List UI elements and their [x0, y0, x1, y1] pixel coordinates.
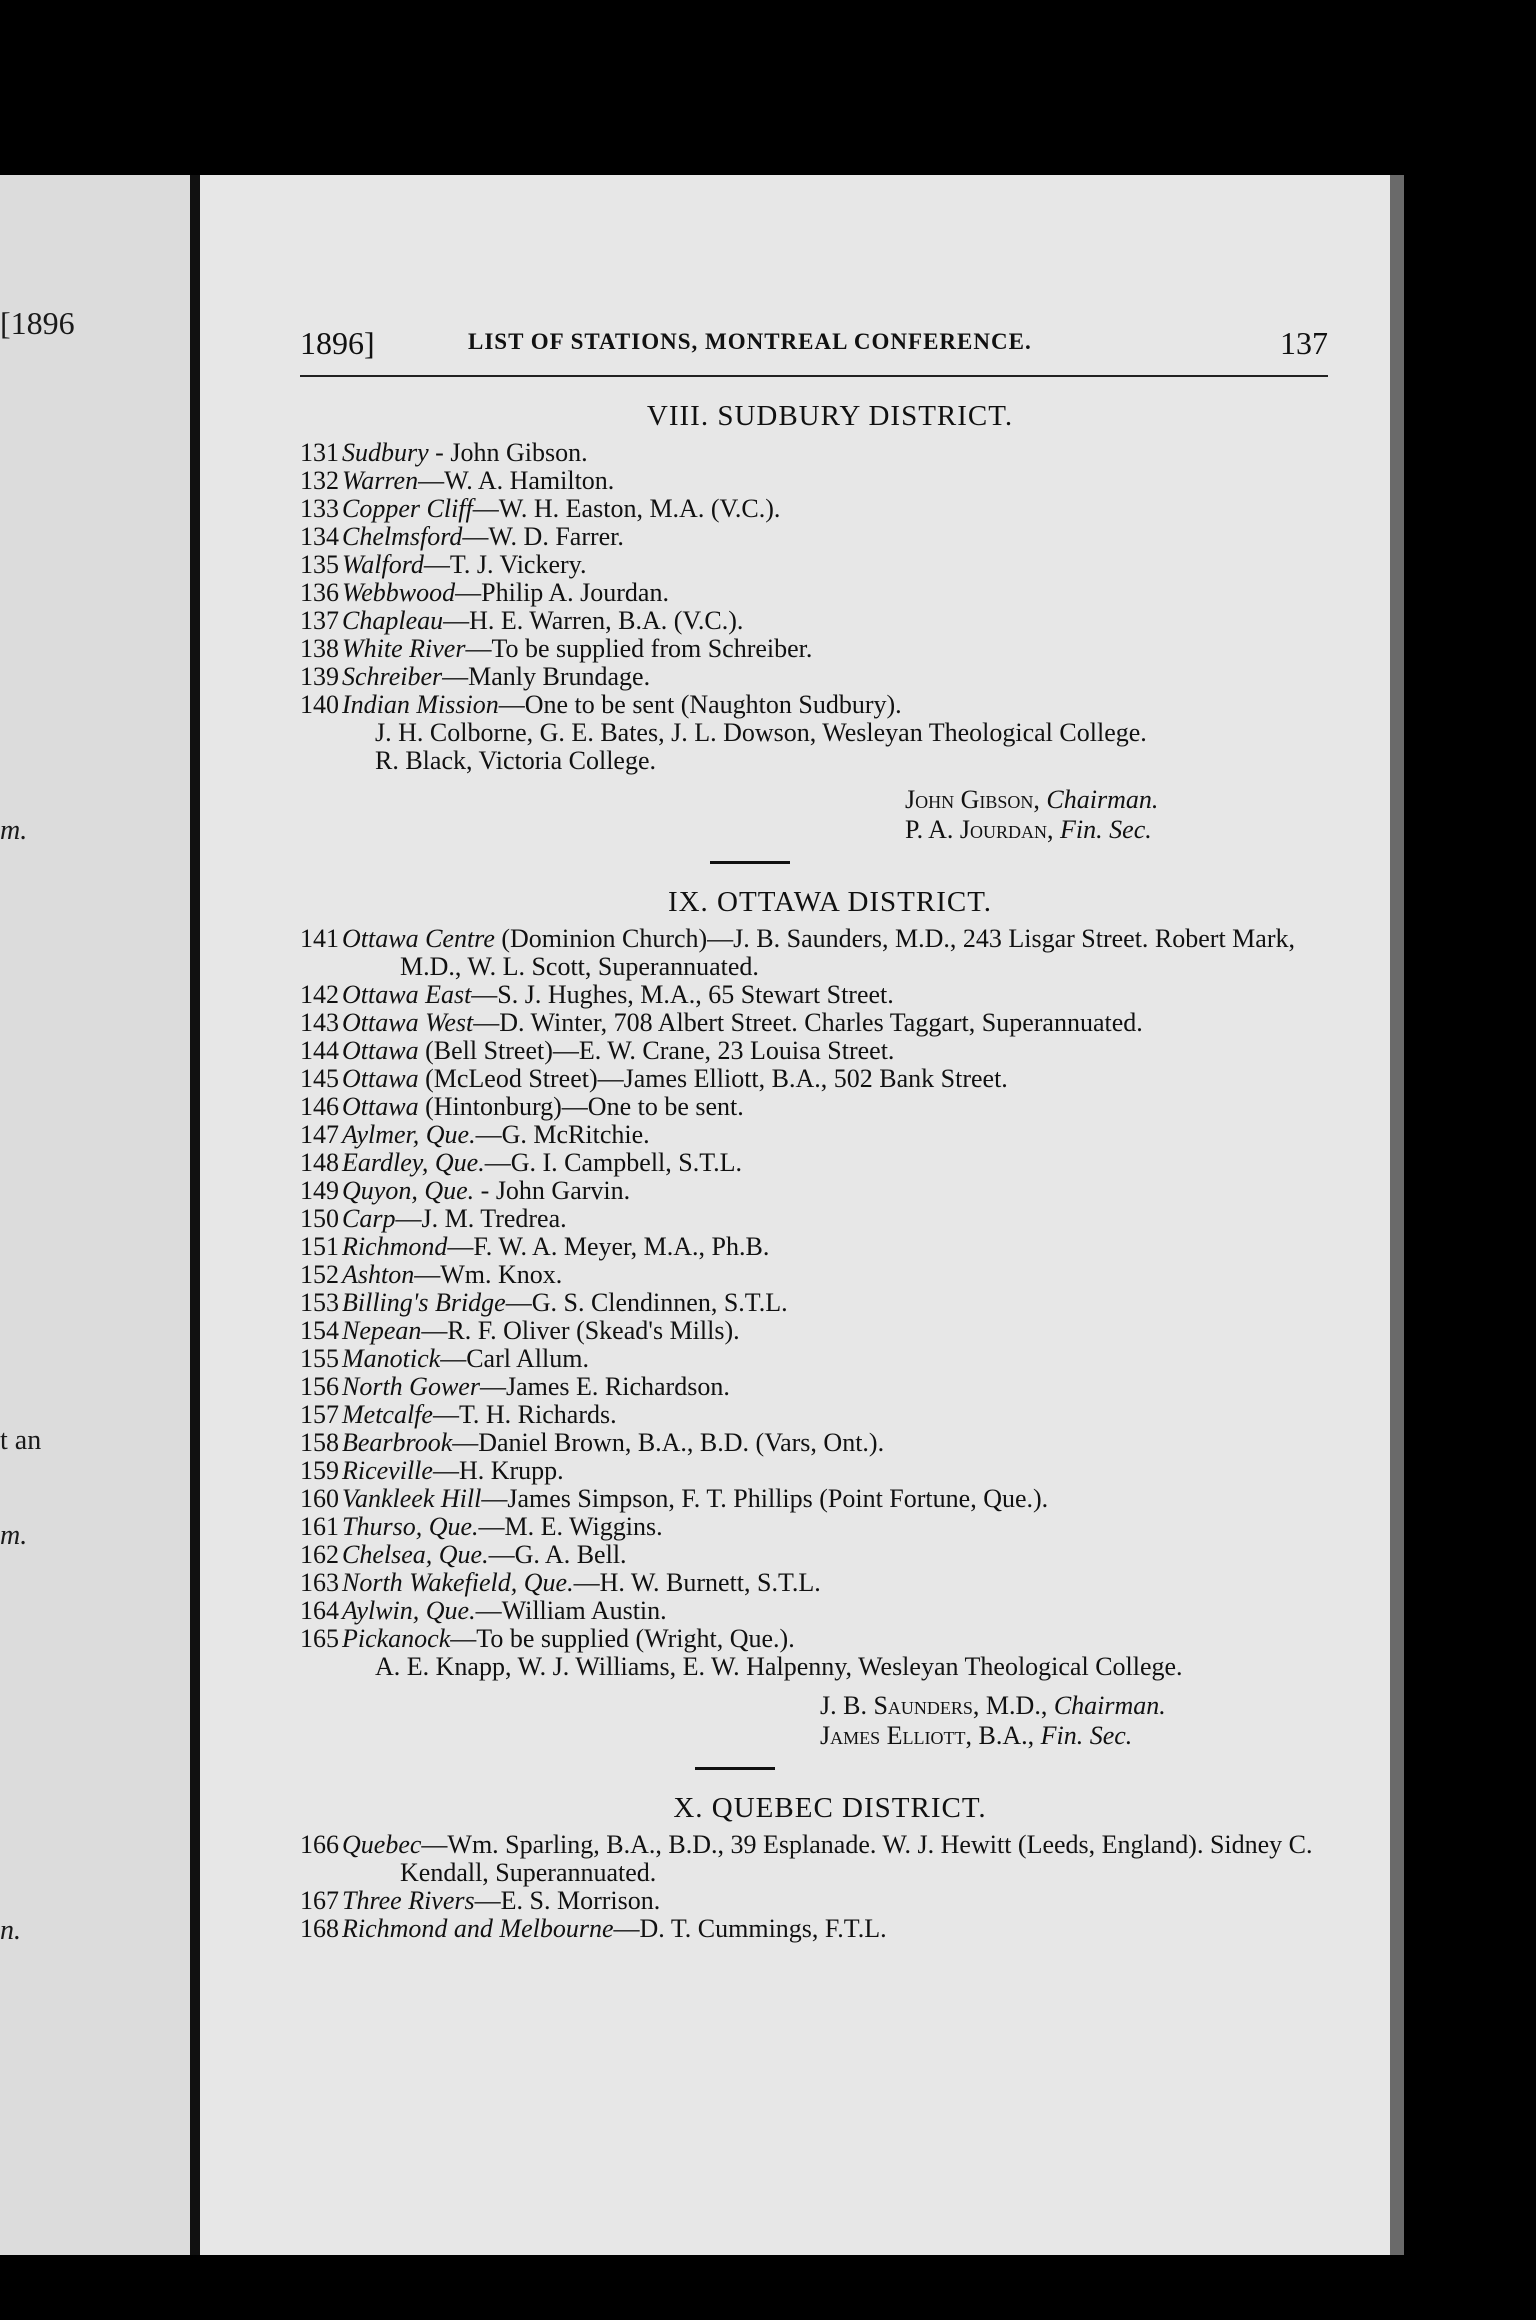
- station-number: 152: [300, 1260, 339, 1289]
- station-appointment: J. M. Tredrea.: [421, 1204, 567, 1233]
- district-heading: X. QUEBEC DISTRICT.: [673, 1792, 987, 1824]
- station-number: 163: [300, 1568, 339, 1597]
- station-separator: —: [488, 1540, 515, 1569]
- station-place: Warren: [342, 466, 419, 495]
- signature-role: Fin. Sec.: [1060, 815, 1152, 844]
- station-entry: [300, 1065, 1320, 1093]
- station-separator: —: [474, 1886, 501, 1915]
- signature-role: Fin. Sec.: [1040, 1721, 1133, 1750]
- station-entry: [300, 925, 1320, 981]
- station-appointment: G. McRitchie.: [501, 1120, 650, 1149]
- station-number: 155: [300, 1344, 339, 1373]
- district-section: [200, 400, 1390, 864]
- station-separator: —: [421, 1316, 448, 1345]
- station-appointment: William Austin.: [501, 1596, 667, 1625]
- station-number: 157: [300, 1400, 339, 1429]
- station-number: 139: [300, 662, 339, 691]
- signature-block: [820, 1691, 1390, 1751]
- station-place: Ottawa Centre: [342, 924, 495, 953]
- station-place: Aylwin, Que.: [342, 1596, 476, 1625]
- station-appointment: John Gibson.: [450, 438, 588, 467]
- station-separator: —: [498, 690, 525, 719]
- station-separator: —: [455, 578, 482, 607]
- station-number: 147: [300, 1120, 339, 1149]
- station-separator: —: [473, 1008, 500, 1037]
- station-separator: —: [505, 1288, 532, 1317]
- district-note: J. H. Colborne, G. E. Bates, J. L. Dowson, Wesleyan Theological College.: [375, 718, 1147, 747]
- station-place: Chelsea, Que.: [342, 1540, 489, 1569]
- section-divider: [710, 861, 790, 864]
- station-appointment: W. A. Hamilton.: [444, 466, 615, 495]
- station-entry: [300, 495, 1320, 523]
- signature-role: Chairman.: [1053, 1691, 1166, 1720]
- station-place: Richmond and Melbourne: [342, 1914, 614, 1943]
- signature-line: [820, 1721, 1390, 1751]
- station-appointment: E. S. Morrison.: [500, 1886, 661, 1915]
- district-section: [200, 1792, 1390, 1943]
- station-place: Carp: [342, 1204, 396, 1233]
- station-number: 140: [300, 690, 339, 719]
- station-appointment: Wm. Knox.: [440, 1260, 563, 1289]
- station-place: Eardley, Que.: [342, 1148, 485, 1177]
- station-place: Vankleek Hill: [342, 1484, 482, 1513]
- header-title: LIST OF STATIONS, MONTREAL CONFERENCE.: [468, 329, 1032, 354]
- station-entry: [300, 607, 1320, 635]
- station-separator: —: [478, 1512, 505, 1541]
- station-place: Riceville: [342, 1456, 433, 1485]
- station-appointment: M. E. Wiggins.: [504, 1512, 663, 1541]
- station-separator: —: [479, 1372, 506, 1401]
- station-appointment: Daniel Brown, B.A., B.D. (Vars, Ont.).: [478, 1428, 885, 1457]
- left-page-text: t an: [0, 1425, 42, 1456]
- station-number: 151: [300, 1232, 339, 1261]
- station-entry: [300, 691, 1320, 719]
- station-place: Copper Cliff: [342, 494, 473, 523]
- station-entry: [300, 1541, 1320, 1569]
- station-separator: —: [472, 494, 499, 523]
- station-separator: —: [613, 1914, 640, 1943]
- station-appointment: One to be sent (Naughton Sudbury).: [524, 690, 902, 719]
- station-entry: [300, 1915, 1320, 1943]
- station-entry: [300, 981, 1320, 1009]
- station-place: Indian Mission: [342, 690, 499, 719]
- station-number: 149: [300, 1176, 339, 1205]
- station-appointment: (Bell Street)—E. W. Crane, 23 Louisa Street.: [425, 1036, 895, 1065]
- station-place: Sudbury: [342, 438, 429, 467]
- station-appointment: G. A. Bell.: [514, 1540, 627, 1569]
- station-entry: [300, 1457, 1320, 1485]
- station-number: 160: [300, 1484, 339, 1513]
- station-place: Quyon, Que.: [342, 1176, 475, 1205]
- book-page: [200, 175, 1404, 2255]
- station-entry: [300, 1177, 1320, 1205]
- station-place: Pickanock: [342, 1624, 451, 1653]
- station-entry: [300, 523, 1320, 551]
- station-entry: [300, 1233, 1320, 1261]
- station-place: Schreiber: [342, 662, 443, 691]
- station-place: Ashton: [342, 1260, 415, 1289]
- station-appointment: James Simpson, F. T. Phillips (Point Fortune, Que.).: [507, 1484, 1049, 1513]
- station-entry: [300, 551, 1320, 579]
- station-place: Webbwood: [342, 578, 456, 607]
- district-note: A. E. Knapp, W. J. Williams, E. W. Halpenny, Wesleyan Theological College.: [375, 1652, 1183, 1681]
- station-number: 159: [300, 1456, 339, 1485]
- station-number: 135: [300, 550, 339, 579]
- station-appointment: T. J. Vickery.: [449, 550, 587, 579]
- station-separator: —: [475, 1120, 502, 1149]
- station-place: Ottawa East: [342, 980, 472, 1009]
- station-entry: [300, 1345, 1320, 1373]
- station-number: 136: [300, 578, 339, 607]
- station-entry: [300, 1121, 1320, 1149]
- page-gutter: [190, 175, 200, 2255]
- station-number: 166: [300, 1830, 339, 1859]
- station-separator: —: [471, 980, 498, 1009]
- station-number: 145: [300, 1064, 339, 1093]
- station-number: 156: [300, 1372, 339, 1401]
- station-separator: —: [443, 606, 470, 635]
- station-entry: [300, 1093, 1320, 1121]
- station-separator: —: [395, 1204, 422, 1233]
- station-separator: —: [423, 550, 450, 579]
- station-appointment: W. D. Farrer.: [488, 522, 624, 551]
- district-heading: VIII. SUDBURY DISTRICT.: [646, 400, 1014, 432]
- station-appointment: Philip A. Jourdan.: [481, 578, 669, 607]
- station-appointment: S. J. Hughes, M.A., 65 Stewart Street.: [497, 980, 894, 1009]
- station-separator: —: [573, 1568, 600, 1597]
- station-entry: [300, 439, 1320, 467]
- signature-name: P. A. Jourdan,: [905, 815, 1061, 844]
- station-entry: [300, 1009, 1320, 1037]
- station-number: 141: [300, 924, 339, 953]
- left-page-text: m.: [0, 1520, 28, 1551]
- station-place: Ottawa West: [342, 1008, 474, 1037]
- station-entry: [300, 1037, 1320, 1065]
- signature-line: [820, 1691, 1390, 1721]
- station-separator: —: [447, 1232, 474, 1261]
- station-place: Manotick: [342, 1344, 441, 1373]
- station-separator: —: [481, 1484, 508, 1513]
- station-appointment: To be supplied from Schreiber.: [491, 634, 813, 663]
- station-appointment: W. H. Easton, M.A. (V.C.).: [498, 494, 781, 523]
- left-page-text: m.: [0, 815, 28, 846]
- station-separator: —: [432, 1456, 459, 1485]
- station-place: Metcalfe: [342, 1400, 433, 1429]
- signature-name: James Elliott, B.A.,: [820, 1721, 1041, 1750]
- station-number: 150: [300, 1204, 339, 1233]
- station-appointment: H. E. Warren, B.A. (V.C.).: [469, 606, 744, 635]
- station-appointment: H. Krupp.: [458, 1456, 564, 1485]
- station-appointment: Wm. Sparling, B.A., B.D., 39 Esplanade. W. J. Hewitt (Leeds, England). Sidney C. Kendall, Superannuated.: [400, 1830, 1313, 1887]
- header-year: 1896]: [300, 325, 375, 361]
- station-number: 144: [300, 1036, 339, 1065]
- station-entry: [300, 1625, 1320, 1653]
- station-separator: —: [484, 1148, 511, 1177]
- station-place: Richmond: [342, 1232, 448, 1261]
- station-entry: [300, 1887, 1320, 1915]
- station-place: Thurso, Que.: [342, 1512, 479, 1541]
- station-number: 133: [300, 494, 339, 523]
- station-appointment: (McLeod Street)—James Elliott, B.A., 502 Bank Street.: [425, 1064, 1008, 1093]
- station-entry: [300, 635, 1320, 663]
- station-number: 137: [300, 606, 339, 635]
- station-appointment: T. H. Richards.: [458, 1400, 617, 1429]
- district-heading: IX. OTTAWA DISTRICT.: [667, 886, 993, 918]
- station-entry: [300, 1569, 1320, 1597]
- station-entry: [300, 467, 1320, 495]
- station-separator: —: [418, 466, 445, 495]
- station-entry: [300, 1597, 1320, 1625]
- station-entry: [300, 579, 1320, 607]
- district-section: [200, 886, 1390, 1770]
- station-separator: —: [450, 1624, 477, 1653]
- station-appointment: Manly Brundage.: [468, 662, 651, 691]
- station-separator: -: [428, 438, 451, 467]
- station-separator: —: [452, 1428, 479, 1457]
- station-number: 161: [300, 1512, 339, 1541]
- station-place: Aylmer, Que.: [342, 1120, 476, 1149]
- signature-block: [905, 785, 1390, 845]
- signature-name: John Gibson,: [905, 785, 1047, 814]
- station-appointment: (Hintonburg)—One to be sent.: [425, 1092, 744, 1121]
- station-number: 168: [300, 1914, 339, 1943]
- station-appointment: G. S. Clendinnen, S.T.L.: [531, 1288, 788, 1317]
- station-separator: —: [440, 1344, 467, 1373]
- station-separator: —: [421, 1830, 448, 1859]
- station-number: 165: [300, 1624, 339, 1653]
- station-separator: —: [432, 1400, 459, 1429]
- station-entry: [300, 1429, 1320, 1457]
- station-number: 148: [300, 1148, 339, 1177]
- station-place: Ottawa: [342, 1092, 419, 1121]
- station-appointment: D. T. Cummings, F.T.L.: [639, 1914, 887, 1943]
- left-page-year: [1896: [0, 305, 75, 341]
- station-place: Bearbrook: [342, 1428, 453, 1457]
- station-entry: [300, 1373, 1320, 1401]
- station-place: Chelmsford: [342, 522, 463, 551]
- signature-role: Chairman.: [1046, 785, 1159, 814]
- station-place: Three Rivers: [342, 1886, 475, 1915]
- station-entry: [300, 1317, 1320, 1345]
- signature-line: [905, 785, 1390, 815]
- station-appointment: John Garvin.: [495, 1176, 631, 1205]
- station-appointment: G. I. Campbell, S.T.L.: [510, 1148, 743, 1177]
- left-page-text: n.: [0, 1915, 21, 1946]
- station-number: 153: [300, 1288, 339, 1317]
- station-separator: —: [462, 522, 489, 551]
- station-appointment: D. Winter, 708 Albert Street. Charles Taggart, Superannuated.: [499, 1008, 1143, 1037]
- station-number: 162: [300, 1540, 339, 1569]
- section-divider: [695, 1767, 775, 1770]
- station-entry: [300, 1149, 1320, 1177]
- station-entry: [300, 1401, 1320, 1429]
- station-number: 158: [300, 1428, 339, 1457]
- station-separator: —: [442, 662, 469, 691]
- station-separator: —: [414, 1260, 441, 1289]
- station-number: 164: [300, 1596, 339, 1625]
- station-place: Nepean: [342, 1316, 422, 1345]
- station-number: 146: [300, 1092, 339, 1121]
- station-entry: [300, 1261, 1320, 1289]
- station-number: 154: [300, 1316, 339, 1345]
- station-number: 142: [300, 980, 339, 1009]
- station-place: Walford: [342, 550, 424, 579]
- station-entry: [300, 663, 1320, 691]
- station-entry: [300, 1485, 1320, 1513]
- station-appointment: Carl Allum.: [466, 1344, 589, 1373]
- station-place: White River: [342, 634, 466, 663]
- station-number: 167: [300, 1886, 339, 1915]
- station-entry: [300, 1831, 1320, 1887]
- signature-line: [905, 815, 1390, 845]
- station-number: 134: [300, 522, 339, 551]
- station-place: Ottawa: [342, 1036, 419, 1065]
- station-place: Ottawa: [342, 1064, 419, 1093]
- signature-name: J. B. Saunders, M.D.,: [820, 1691, 1054, 1720]
- station-number: 131: [300, 438, 339, 467]
- district-note: R. Black, Victoria College.: [375, 746, 657, 775]
- left-page-fragment: [0, 175, 192, 2255]
- station-appointment: R. F. Oliver (Skead's Mills).: [447, 1316, 740, 1345]
- station-number: 138: [300, 634, 339, 663]
- station-entry: [300, 1289, 1320, 1317]
- page-content: [200, 400, 1390, 1961]
- station-place: North Gower: [342, 1372, 480, 1401]
- station-number: 132: [300, 466, 339, 495]
- station-place: North Wakefield, Que.: [342, 1568, 574, 1597]
- station-number: 143: [300, 1008, 339, 1037]
- station-entry: [300, 1205, 1320, 1233]
- running-head: [300, 325, 1328, 377]
- station-appointment: James E. Richardson.: [505, 1372, 730, 1401]
- station-appointment: H. W. Burnett, S.T.L.: [599, 1568, 821, 1597]
- station-entry: [300, 1513, 1320, 1541]
- station-appointment: F. W. A. Meyer, M.A., Ph.B.: [473, 1232, 770, 1261]
- station-place: Chapleau: [342, 606, 444, 635]
- station-separator: -: [474, 1176, 496, 1205]
- station-place: Quebec: [342, 1830, 422, 1859]
- station-place: Billing's Bridge: [342, 1288, 506, 1317]
- station-separator: —: [465, 634, 492, 663]
- page-number: 137: [1280, 325, 1328, 361]
- station-separator: —: [475, 1596, 502, 1625]
- station-appointment: (Dominion Church)—J. B. Saunders, M.D., 243 Lisgar Street. Robert Mark, M.D., W. L. Scott, Superannuated.: [400, 924, 1295, 981]
- station-appointment: To be supplied (Wright, Que.).: [476, 1624, 795, 1653]
